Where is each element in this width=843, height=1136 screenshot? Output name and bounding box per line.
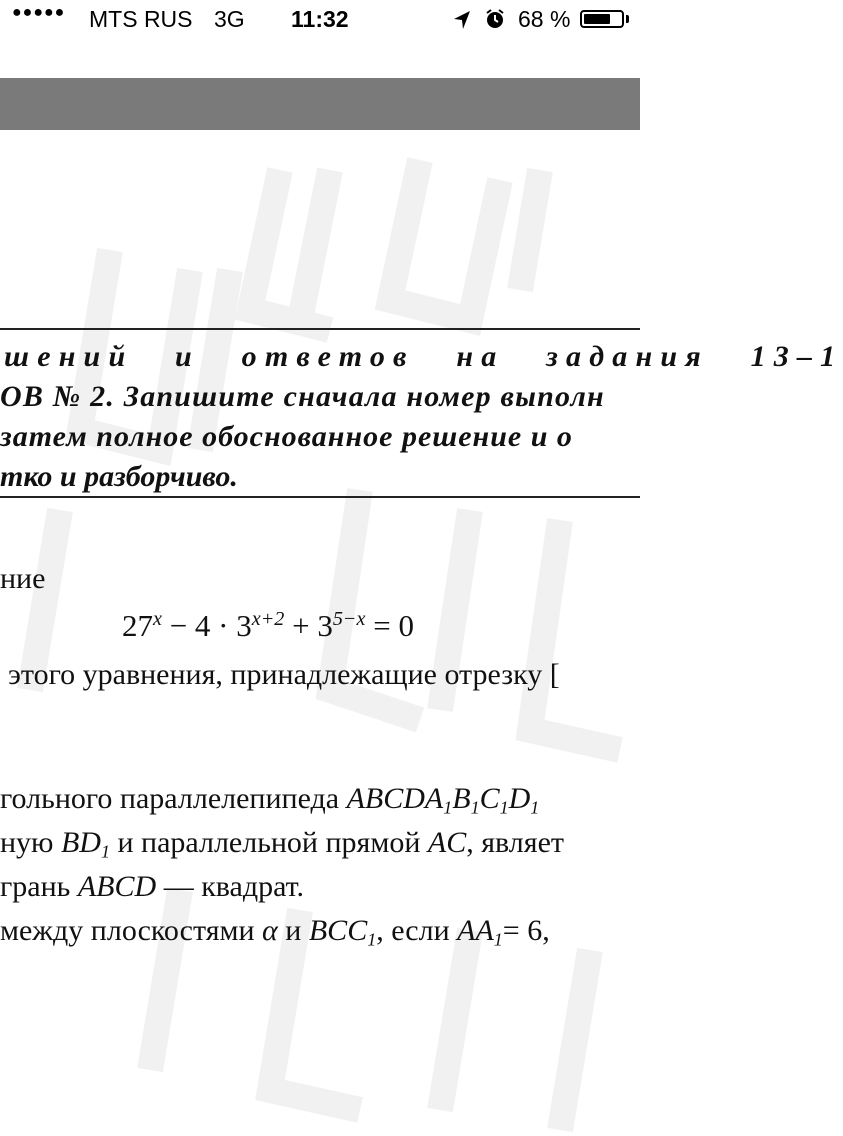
viewer-toolbar: [0, 78, 640, 130]
task-14-line-1: гольного параллелепипеда $ABCDA_1B_1C_1D_1$: [0, 782, 540, 818]
battery-icon: [580, 10, 624, 28]
status-bar: [0, 0, 640, 40]
instructions-line-1: шений и ответов на задания 13–1: [4, 340, 843, 373]
instructions-bottom-rule: [0, 496, 640, 498]
clock: 11:32: [291, 6, 349, 32]
network-type: 3G: [214, 6, 245, 32]
task-14-line-4: между плоскостями α и $BCC_1$, если $AA_1= 6$,: [0, 914, 550, 950]
instructions-top-rule: [0, 328, 640, 330]
instructions-line-2: ОВ № 2. Запишите сначала номер выполн: [0, 380, 605, 413]
signal-strength-icon: ●●●●●: [12, 4, 66, 21]
location-arrow-icon: [452, 9, 472, 31]
instructions-line-4: тко и разборчиво.: [0, 460, 238, 493]
battery-percentage: 68 %: [518, 6, 571, 32]
task-13-part-b: этого уравнения, принадлежащие отрезку [: [8, 658, 560, 691]
address-bar[interactable]: [0, 40, 640, 78]
carrier-name: MTS RUS: [89, 6, 193, 32]
task-14-line-3: грань ABCD — квадрат.: [0, 870, 305, 903]
instructions-line-3: затем полное обоснованное решение и о: [0, 420, 573, 453]
task-13-intro: ние: [0, 562, 46, 595]
task-14-line-2: ную $BD_1$ и параллельной прямой AC, являет: [0, 826, 564, 862]
task-13-equation: $27^x - 4 \cdot 3^{x+2} + 3^{5-x} = 0$: [122, 607, 414, 643]
document-view[interactable]: [0, 130, 843, 1136]
alarm-clock-icon: [484, 8, 506, 30]
